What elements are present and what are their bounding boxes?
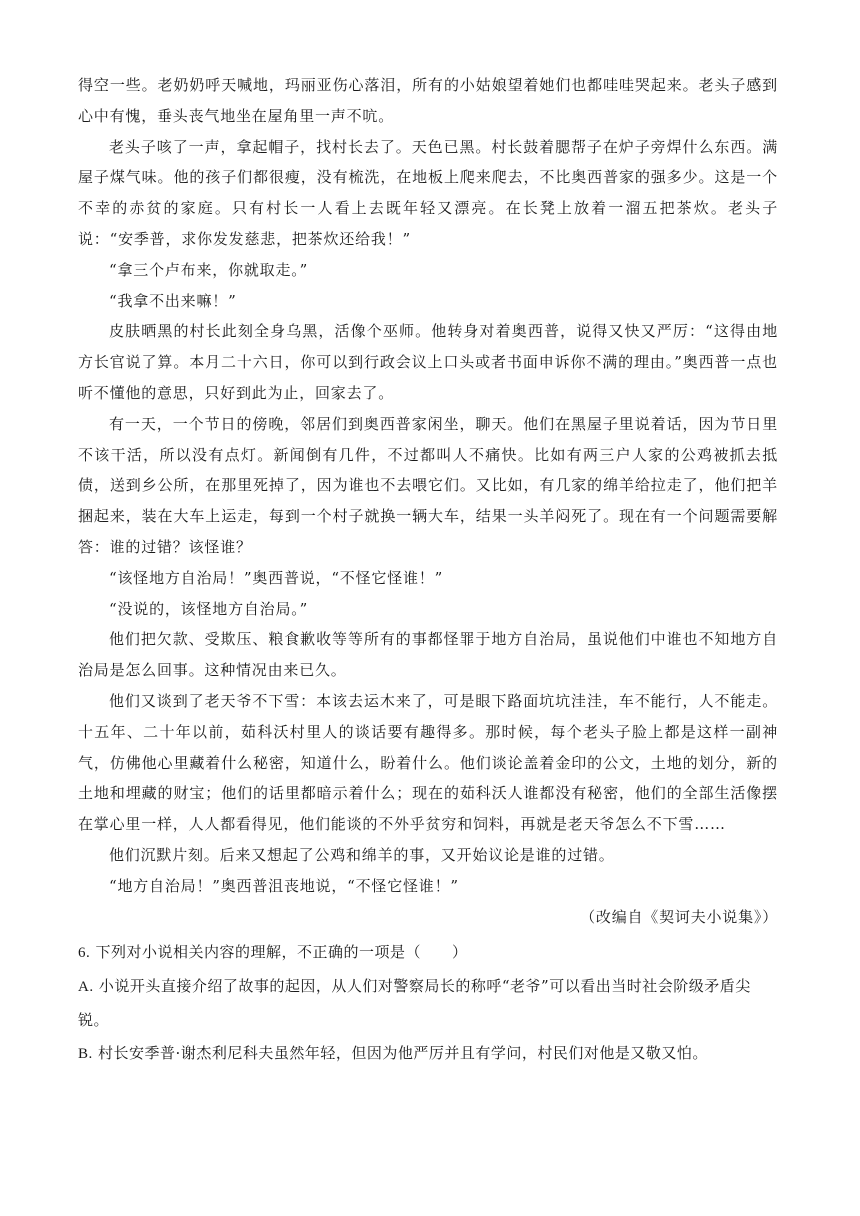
novel-excerpt [78,70,778,902]
document-page [78,70,778,1071]
question-6 [78,936,778,1071]
paragraph: 有一天，一个节日的傍晚，邻居们到奥西普家闲坐，聊天。他们在黑屋子里说着话，因为节日里不该干活，所以没有点灯。新闻倒有几件，不过都叫人不痛快。比如有两三户人家的公鸡被抓去抵债，送到乡公所，在那里死掉了，因为谁也不去喂它们。又比如，有几家的绵羊给拉走了，他们把羊捆起来，装在大车上运走，每到一个村子就换一辆大车，结果一头羊闷死了。现在有一个问题需要解答：谁的过错？该怪谁？ [78,414,778,556]
answer-option [78,1037,778,1071]
paragraph: 他们把欠款、受欺压、粮食歉收等等所有的事都怪罪于地方自治局，虽说他们中谁也不知地方自治局是怎么回事。这种情况由来已久。 [78,630,778,680]
paragraph: “没说的，该怪地方自治局。” [109,599,309,618]
question-number: 6. [78,945,91,962]
option-letter: A. [78,979,94,996]
question-stem [78,936,778,970]
option-text: 小说开头直接介绍了故事的起因，从人们对警察局长的称呼“老爷”可以看出当时社会阶级矛盾尖锐。 [78,977,751,1030]
source-citation: （改编自《契诃夫小说集》） [580,907,778,926]
question-stem-text: 下列对小说相关内容的理解，不正确的一项是（ ） [95,943,468,962]
option-text: 村长安季普·谢杰利尼科夫虽然年轻，但因为他严厉并且有学问，村民们对他是又敬又怕。 [98,1044,708,1063]
paragraph: 他们沉默片刻。后来又想起了公鸡和绵羊的事，又开始议论是谁的过错。 [109,845,615,864]
paragraph: “该怪地方自治局！”奥西普说，“不怪它怪谁！” [109,568,444,587]
paragraph: “我拿不出来嘛！” [109,291,237,310]
paragraph: 老头子咳了一声，拿起帽子，找村长去了。天色已黑。村长鼓着腮帮子在炉子旁焊什么东西。满屋子煤气味。他的孩子们都很瘦，没有梳洗，在地板上爬来爬去，不比奥西普家的强多少。这是一个不幸的赤贫的家庭。只有村长一人看上去既年轻又漂亮。在长凳上放着一溜五把茶炊。老头子说：“安季普，求你发发慈悲，把茶炊还给我！” [78,137,778,248]
paragraph: 皮肤晒黑的村长此刻全身乌黑，活像个巫师。他转身对着奥西普，说得又快又严厉：“这得由地方长官说了算。本月二十六日，你可以到行政会议上口头或者书面申诉你不满的理由。”奥西普一点也听不懂他的意思，只好到此为止，回家去了。 [78,322,778,402]
paragraph: 他们又谈到了老天爷不下雪：本该去运木来了，可是眼下路面坑坑洼洼，车不能行，人不能走。十五年、二十年以前，茹科沃村里人的谈话要有趣得多。那时候，每个老头子脸上都是这样一副神气，仿佛他心里藏着什么秘密，知道什么，盼着什么。他们谈论盖着金印的公文，土地的划分，新的土地和埋藏的财宝；他们的话里都暗示着什么；现在的茹科沃人谁都没有秘密，他们的全部生活像摆在掌心里一样，人人都看得见，他们能谈的不外乎贫穷和饲料，再就是老天爷怎么不下雪…… [78,691,778,834]
paragraph: 得空一些。老奶奶呼天喊地，玛丽亚伤心落泪，所有的小姑娘望着她们也都哇哇哭起来。老头子感到心中有愧，垂头丧气地坐在屋角里一声不吭。 [78,76,778,125]
answer-option [78,970,778,1037]
paragraph: “拿三个卢布来，你就取走。” [109,260,309,279]
answer-options [78,970,778,1071]
option-letter: B. [78,1046,93,1063]
paragraph: “地方自治局！”奥西普沮丧地说，“不怪它怪谁！” [109,876,459,895]
